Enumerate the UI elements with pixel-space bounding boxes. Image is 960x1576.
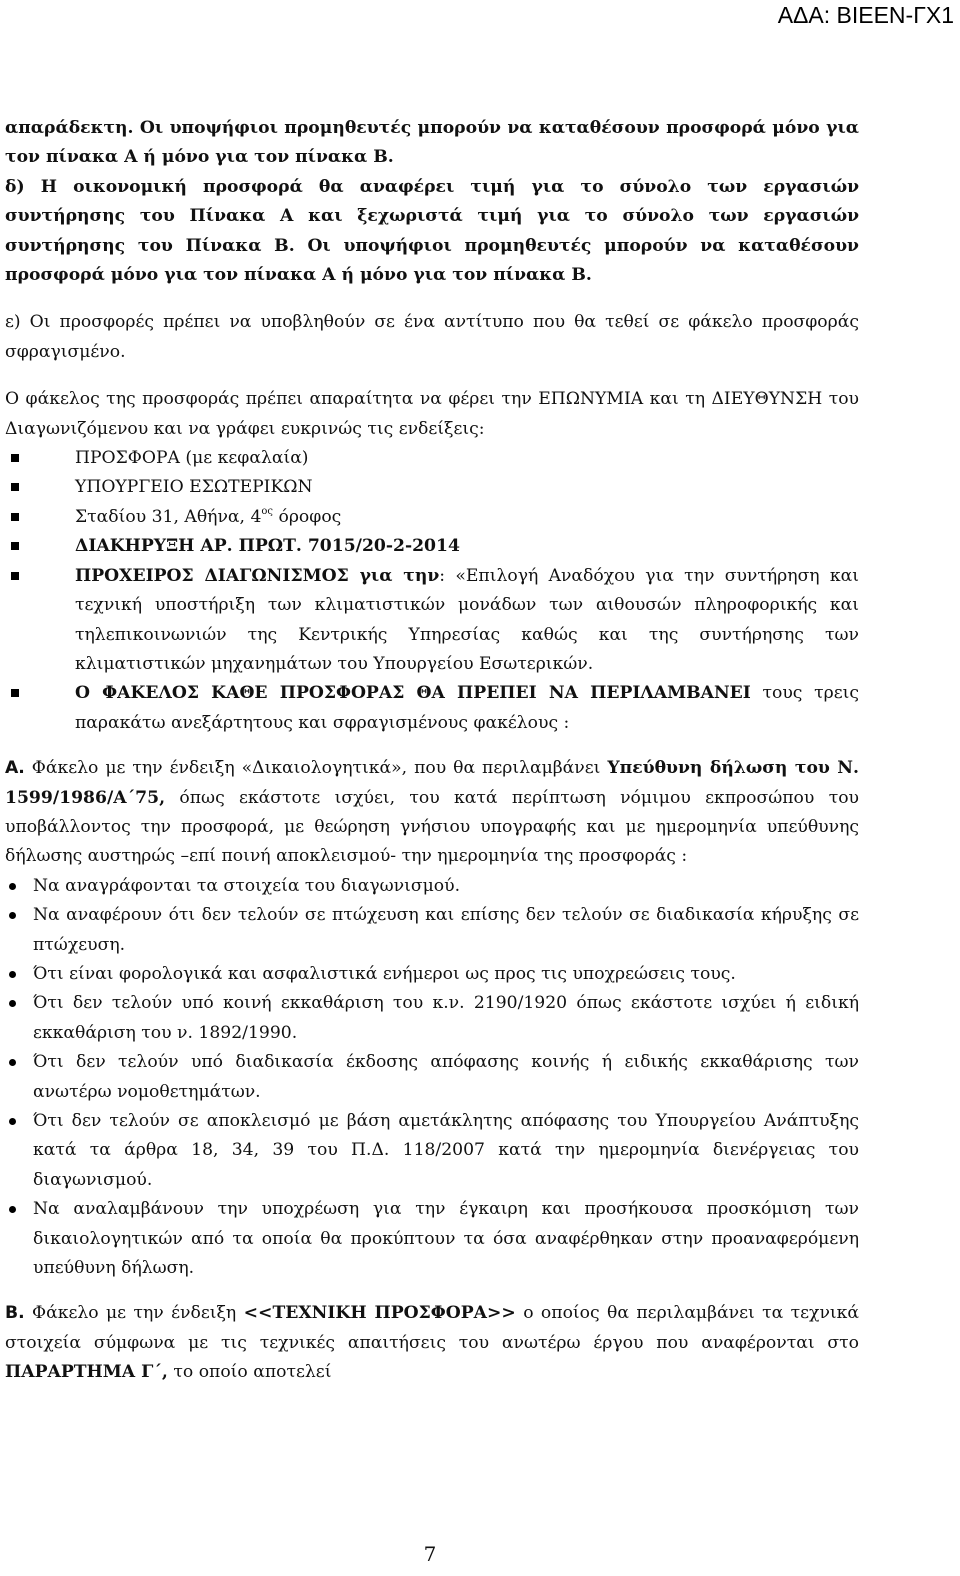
list-item: ΠΡΟΧΕΙΡΟΣ ΔΙΑΓΩΝΙΣΜΟΣ για την: «Επιλογή Αναδόχου για την συντήρηση και τεχνική υποστήριξη των κλιματιστικών μονάδων των αιθουσών πληροφορικής και τηλεπικοινωνιών της Κεντρικής Υπηρεσίας καθώς και της συντήρησης των κλιματιστικών μηχανημάτων του Υπουργείου Εσωτερικών. [5, 562, 859, 680]
section-b-paragraph: Β. Φάκελο με την ένδειξη <<ΤΕΧΝΙΚΗ ΠΡΟΣΦΟΡΑ>> ο οποίος θα περιλαμβάνει τα τεχνικά στοιχεία σύμφωνα με τις τεχνικές απαιτήσεις του ανωτέρω έργου που αναφέρονται στο ΠΑΡΑΡΤΗΜΑ Γ΄, το οποίο αποτελεί [5, 1303, 859, 1383]
bullet-icon [9, 883, 16, 890]
square-bullet-icon [11, 483, 19, 491]
list-item: Να αναγράφονται τα στοιχεία του διαγωνισμού. [5, 872, 859, 901]
document-code: ΑΔΑ: ΒΙΕΕΝ-ΓΧ1 [777, 2, 954, 28]
bullet-icon [9, 1000, 16, 1007]
bullet-icon [9, 1118, 16, 1125]
list-item: Ότι δεν τελούν υπό διαδικασία έκδοσης απόφασης κοινής ή ειδικής εκκαθάρισης των ανωτέρω νομοθετημάτων. [5, 1048, 859, 1107]
square-bullet-icon [11, 572, 19, 580]
section-b-label: Β. [5, 1303, 25, 1324]
paragraph-copies: ε) Οι προσφορές πρέπει να υποβληθούν σε ένα αντίτυπο που θα τεθεί σε φάκελο προσφοράς σφραγισμένο. [5, 312, 859, 362]
square-bullet-icon [11, 542, 19, 550]
list-item: ΠΡΟΣΦΟΡΑ (με κεφαλαία) [5, 444, 859, 473]
square-bullet-icon [11, 454, 19, 462]
bullet-icon [9, 971, 16, 978]
list-item: Να αναφέρουν ότι δεν τελούν σε πτώχευση και επίσης δεν τελούν σε διαδικασία κήρυξης σε πτώχευση. [5, 901, 859, 960]
paragraph-inadmissible: απαράδεκτη. Οι υποψήφιοι προμηθευτές μπορούν να καταθέσουν προσφορά μόνο για τον πίνακα Α ή μόνο για τον πίνακα Β. [5, 118, 859, 168]
list-item: Σταδίου 31, Αθήνα, $4^{o\varsigma}$ όροφος [5, 503, 859, 532]
paragraph-financial-offer: δ) Η οικονομική προσφορά θα αναφέρει τιμή για το σύνολο των εργασιών συντήρησης του Πίνακα Α και ξεχωριστά τιμή για το σύνολο των εργασιών συντήρησης του Πίνακα Β. Οι υποψήφιοι προμηθευτές μπορούν να καταθέσουν προσφορά μόνο για τον πίνακα Α ή μόνο για τον πίνακα Β. [5, 176, 859, 286]
bullet-icon [9, 912, 16, 919]
list-item: Ότι δεν τελούν σε αποκλεισμό με βάση αμετάκλητης απόφασης του Υπουργείου Ανάπτυξης κατά τα άρθρα 18, 34, 39 του Π.Δ. 118/2007 κατά την ημερομηνία διενέργειας του διαγωνισμού. [5, 1107, 859, 1195]
declaration-bullet-list [5, 872, 859, 1284]
bullet-icon [9, 1206, 16, 1213]
list-item: Ο ΦΑΚΕΛΟΣ ΚΑΘΕ ΠΡΟΣΦΟΡΑΣ ΘΑ ΠΡΕΠΕΙ ΝΑ ΠΕΡΙΛΑΜΒΑΝΕΙ τους τρεις παρακάτω ανεξάρτητους και σφραγισμένους φακέλους : [5, 679, 859, 738]
square-bullet-icon [11, 689, 19, 697]
list-item: Να αναλαμβάνουν την υποχρέωση για την έγκαιρη και προσήκουσα προσκόμιση των δικαιολογητικών από τα οποία θα προκύπτουν τα όσα αναφέρθηκαν στην προαναφερόμενη υπεύθυνη δήλωση. [5, 1195, 859, 1283]
list-item: Ότι δεν τελούν υπό κοινή εκκαθάριση του κ.ν. 2190/1920 όπως εκάστοτε ισχύει ή ειδική εκκαθάριση του ν. 1892/1990. [5, 989, 859, 1048]
square-bullet-icon [11, 513, 19, 521]
section-a-label: Α. [5, 758, 25, 779]
list-item: ΔΙΑΚΗΡΥΞΗ ΑΡ. ΠΡΩΤ. 7015/20-2-2014 [5, 532, 859, 561]
list-item: ΥΠΟΥΡΓΕΙΟ ΕΣΩΤΕΡΙΚΩΝ [5, 473, 859, 502]
document-body [5, 114, 859, 1388]
bullet-icon [9, 1059, 16, 1066]
section-a-paragraph: Α. Φάκελο με την ένδειξη «Δικαιολογητικά», που θα περιλαμβάνει Υπεύθυνη δήλωση του Ν. 1599/1986/Α΄75, όπως εκάστοτε ισχύει, του κατά περίπτωση νόμιμου εκπροσώπου του υποβάλλοντος την προσφορά, με θεώρηση γνήσιου υπογραφής και με ημερομηνία υπεύθυνης δήλωσης αυστηρώς –επί ποινή αποκλεισμού- την ημερομηνία της προσφοράς : [5, 758, 859, 867]
paragraph-envelope: Ο φάκελος της προσφοράς πρέπει απαραίτητα να φέρει την ΕΠΩΝΥΜΙΑ και τη ΔΙΕΥΘΥΝΣΗ του Διαγωνιζόμενου και να γράφει ευκρινώς τις ενδείξεις: [5, 389, 859, 439]
envelope-label-list [5, 444, 859, 738]
page-number: 7 [423, 1542, 437, 1566]
list-item: Ότι είναι φορολογικά και ασφαλιστικά ενήμεροι ως προς τις υποχρεώσεις τους. [5, 960, 859, 989]
